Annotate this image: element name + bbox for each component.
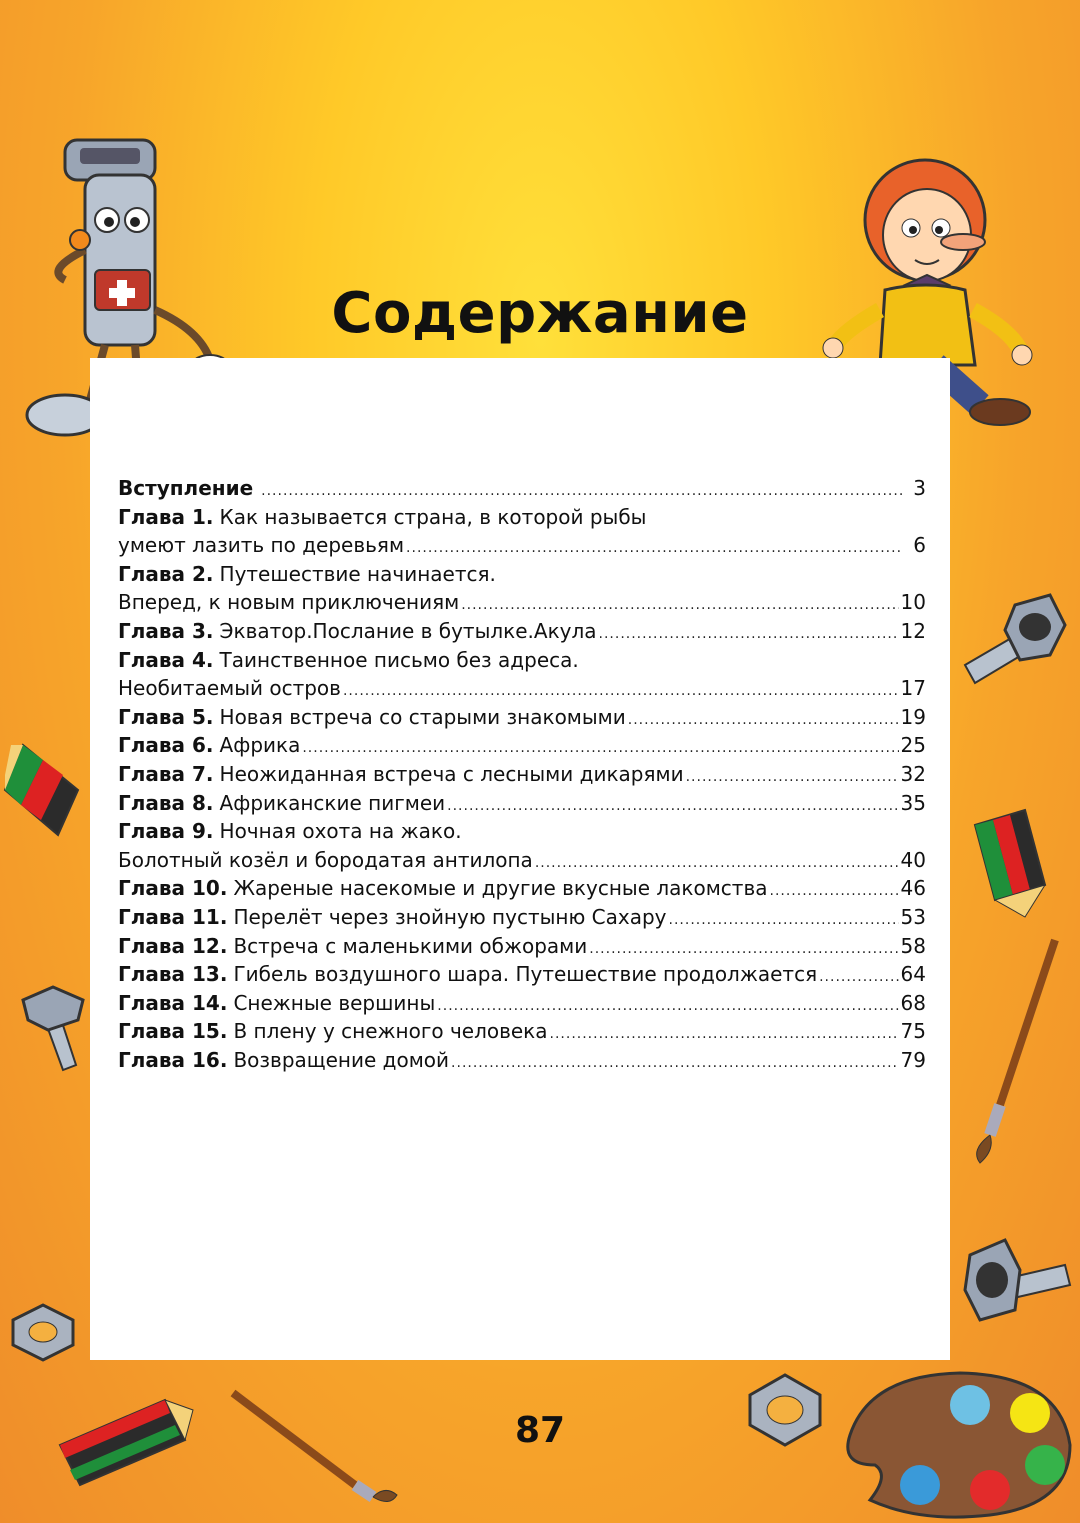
toc-entry bbox=[118, 705, 926, 734]
chapter-title: Экватор.Послание в бутылке.Акула bbox=[219, 618, 597, 643]
chapter-title: Жареные насекомые и другие вкусные лакомства bbox=[233, 876, 768, 901]
toc-entry bbox=[118, 676, 926, 705]
chapter-title: Африка bbox=[219, 733, 301, 758]
bolt-icon bbox=[960, 1225, 1075, 1335]
page-ref: 35 bbox=[900, 790, 926, 815]
dot-leader bbox=[437, 998, 898, 1014]
toc-entry bbox=[118, 1048, 926, 1077]
chapter-label: Глава 9. bbox=[118, 819, 214, 844]
chapter-title: Вперед, к новым приключениям bbox=[118, 590, 460, 615]
page-title: Содержание bbox=[331, 280, 749, 346]
toc-entry bbox=[118, 876, 926, 905]
chapter-title: умеют лазить по деревьям bbox=[118, 533, 405, 558]
toc-entry bbox=[118, 505, 926, 534]
page-ref: 68 bbox=[900, 990, 926, 1015]
page-ref: 6 bbox=[913, 533, 926, 558]
toc-entry bbox=[118, 1019, 926, 1048]
dot-leader bbox=[599, 626, 899, 642]
dot-leader bbox=[451, 1055, 899, 1071]
page-ref: 53 bbox=[900, 904, 926, 929]
chapter-label: Глава 1. bbox=[118, 504, 214, 529]
chapter-label: Глава 3. bbox=[118, 618, 214, 643]
table-of-contents bbox=[118, 476, 926, 1076]
toc-entry bbox=[118, 533, 926, 562]
toc-entry bbox=[118, 648, 926, 677]
chapter-label: Глава 13. bbox=[118, 962, 228, 987]
chapter-title: Возвращение домой bbox=[233, 1047, 450, 1072]
toc-entry bbox=[118, 476, 926, 505]
nut-icon bbox=[3, 1300, 78, 1365]
toc-entry bbox=[118, 733, 926, 762]
bolt-icon bbox=[18, 985, 93, 1075]
toc-entry bbox=[118, 991, 926, 1020]
page-ref: 58 bbox=[900, 933, 926, 958]
chapter-label: Глава 10. bbox=[118, 876, 228, 901]
pencil-icon bbox=[3, 735, 88, 845]
dot-leader bbox=[770, 883, 899, 899]
dot-leader bbox=[302, 740, 898, 756]
dot-leader bbox=[261, 483, 902, 499]
dot-leader bbox=[628, 712, 899, 728]
page-ref: 40 bbox=[900, 847, 926, 872]
toc-entry bbox=[118, 934, 926, 963]
toc-entry bbox=[118, 905, 926, 934]
chapter-label: Глава 16. bbox=[118, 1047, 228, 1072]
toc-entry bbox=[118, 590, 926, 619]
dot-leader bbox=[669, 912, 899, 928]
page-ref: 19 bbox=[900, 704, 926, 729]
chapter-title: Необитаемый остров bbox=[118, 676, 341, 701]
page-ref: 12 bbox=[900, 618, 926, 643]
toc-entry bbox=[118, 819, 926, 848]
chapter-label: Глава 2. bbox=[118, 561, 214, 586]
bolt-icon bbox=[955, 585, 1070, 695]
toc-entry bbox=[118, 562, 926, 591]
dot-leader bbox=[686, 769, 899, 785]
toc-entry bbox=[118, 791, 926, 820]
chapter-label: Глава 11. bbox=[118, 904, 228, 929]
chapter-title: Новая встреча со старыми знакомыми bbox=[219, 704, 626, 729]
pencil-icon bbox=[965, 805, 1050, 920]
page-ref: 3 bbox=[913, 476, 926, 500]
chapter-label: Глава 7. bbox=[118, 761, 214, 786]
chapter-label: Глава 4. bbox=[118, 647, 214, 672]
chapter-title: Африканские пигмеи bbox=[219, 790, 446, 815]
page-ref: 25 bbox=[900, 733, 926, 758]
page-ref: 32 bbox=[900, 761, 926, 786]
page-ref: 75 bbox=[900, 1019, 926, 1044]
toc-entry bbox=[118, 762, 926, 791]
chapter-label: Глава 5. bbox=[118, 704, 214, 729]
dot-leader bbox=[550, 1026, 899, 1042]
dot-leader bbox=[343, 683, 899, 699]
chapter-label: Глава 6. bbox=[118, 733, 214, 758]
chapter-title: Встреча с маленькими обжорами bbox=[233, 933, 588, 958]
chapter-title: Неожиданная встреча с лесными дикарями bbox=[219, 761, 684, 786]
page-ref: 64 bbox=[900, 962, 926, 987]
chapter-title: В плену у снежного человека bbox=[233, 1019, 548, 1044]
chapter-title: Таинственное письмо без адреса. bbox=[219, 647, 579, 672]
chapter-label: Глава 15. bbox=[118, 1019, 228, 1044]
chapter-label: Глава 8. bbox=[118, 790, 214, 815]
page-number: 87 bbox=[514, 1410, 566, 1451]
page-ref: 46 bbox=[900, 876, 926, 901]
page-ref: 17 bbox=[900, 676, 926, 701]
chapter-title: Ночная охота на жако. bbox=[219, 819, 462, 844]
chapter-title: Перелёт через знойную пустыню Сахару bbox=[233, 904, 667, 929]
chapter-title: Гибель воздушного шара. Путешествие продолжается bbox=[233, 962, 818, 987]
chapter-title: Снежные вершины bbox=[233, 990, 436, 1015]
chapter-label: Глава 14. bbox=[118, 990, 228, 1015]
chapter-label: Глава 12. bbox=[118, 933, 228, 958]
dot-leader bbox=[406, 540, 902, 556]
page-ref: 10 bbox=[900, 590, 926, 615]
dot-leader bbox=[535, 855, 899, 871]
chapter-title: Путешествие начинается. bbox=[219, 561, 496, 586]
paintbrush-icon bbox=[955, 935, 1065, 1165]
dot-leader bbox=[589, 941, 898, 957]
dot-leader bbox=[447, 798, 898, 814]
page-ref: 79 bbox=[900, 1047, 926, 1072]
toc-entry bbox=[118, 962, 926, 991]
toc-entry bbox=[118, 848, 926, 877]
dot-leader bbox=[461, 597, 898, 613]
chapter-label: Вступление bbox=[118, 476, 254, 500]
chapter-title: Как называется страна, в которой рыбы bbox=[219, 504, 647, 529]
toc-entry bbox=[118, 619, 926, 648]
dot-leader bbox=[819, 969, 898, 985]
chapter-title: Болотный козёл и бородатая антилопа bbox=[118, 847, 533, 872]
